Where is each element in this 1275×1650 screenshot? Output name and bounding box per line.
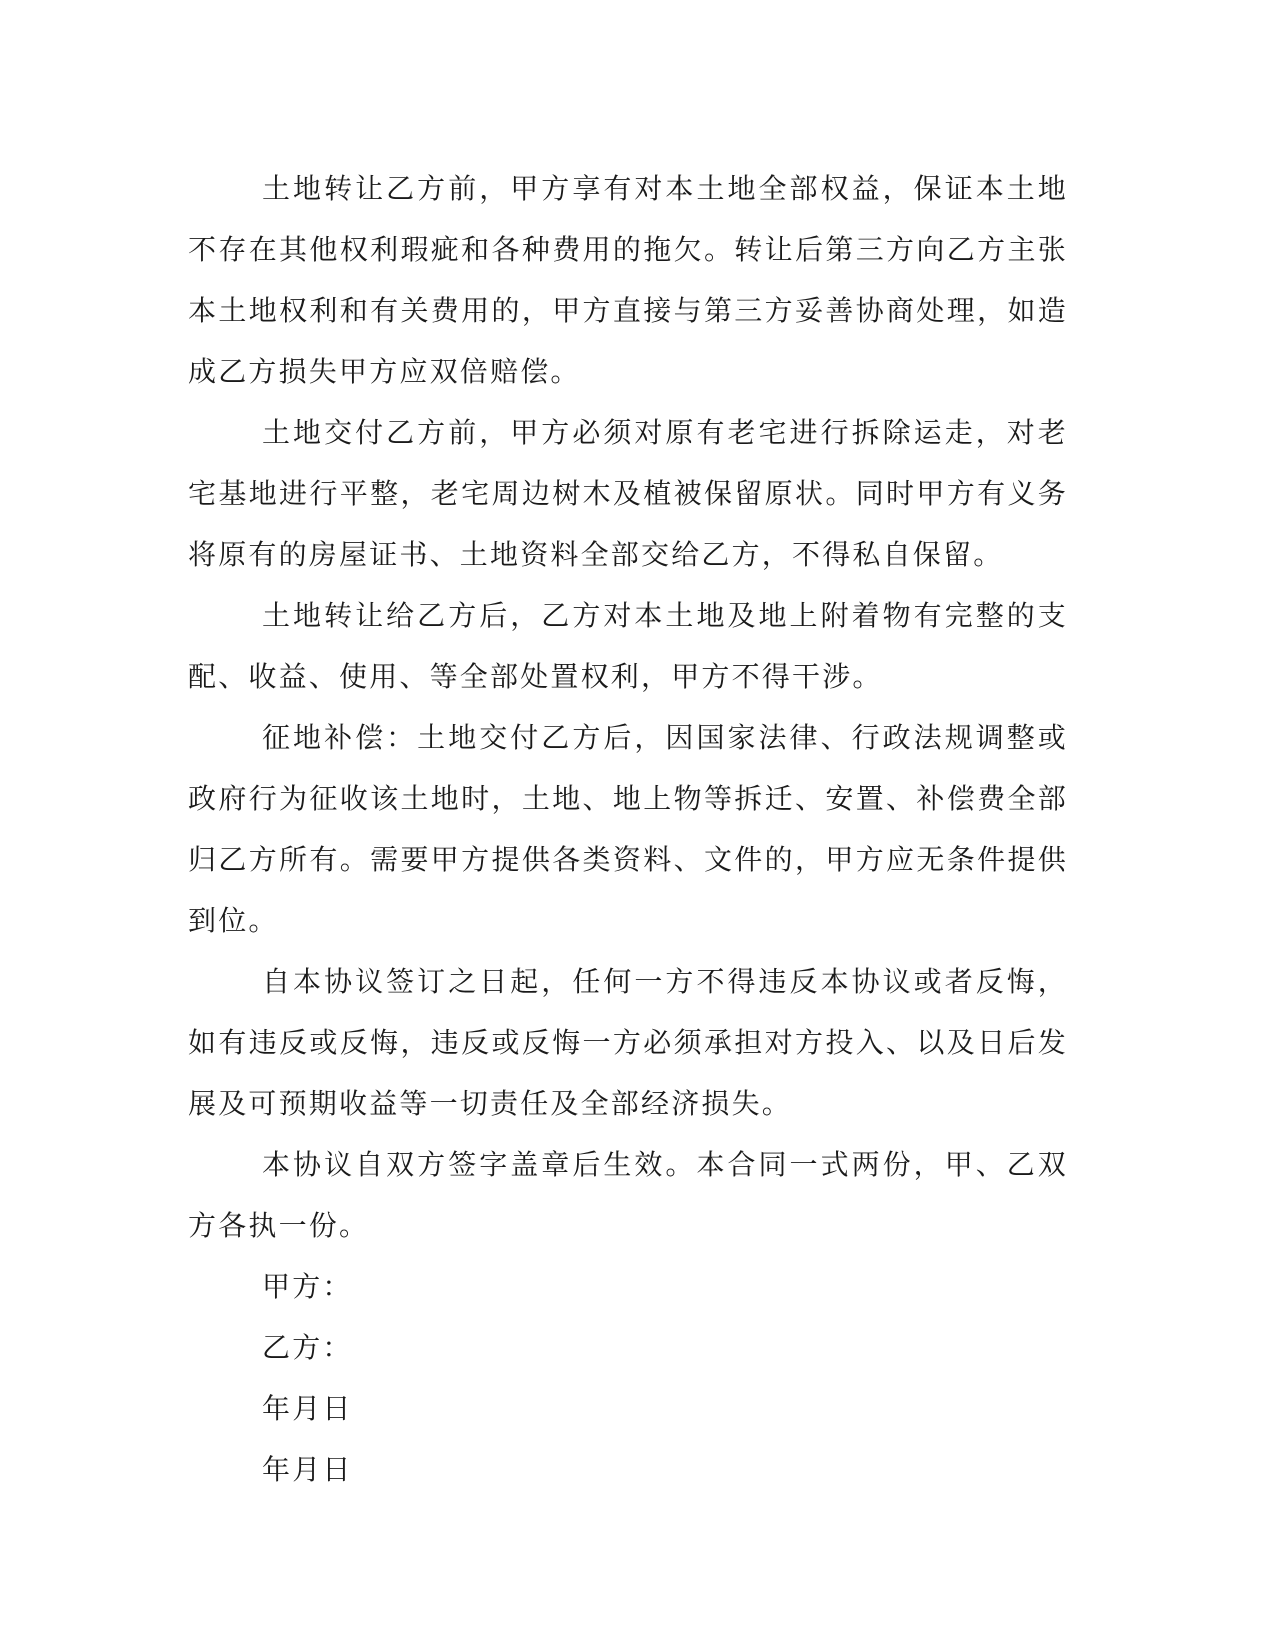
paragraph-warranty: 土地转让乙方前，甲方享有对本土地全部权益，保证本土地不存在其他权利瑕疵和各种费用的拖欠。转让后第三方向乙方主张本土地权利和有关费用的，甲方直接与第三方妥善协商处理，如造成乙方损失甲方应双倍赔偿。 <box>188 172 1068 388</box>
paragraph-delivery: 土地交付乙方前，甲方必须对原有老宅进行拆除运走，对老宅基地进行平整，老宅周边树木及植被保留原状。同时甲方有义务将原有的房屋证书、土地资料全部交给乙方，不得私自保留。 <box>188 416 1068 571</box>
paragraph-rights: 土地转让给乙方后，乙方对本土地及地上附着物有完整的支配、收益、使用、等全部处置权利，甲方不得干涉。 <box>188 599 1068 693</box>
signature-party-b: 乙方： <box>262 1331 353 1364</box>
signature-party-a: 甲方： <box>262 1270 353 1303</box>
signature-date-a: 年月日 <box>262 1392 353 1425</box>
paragraph-breach: 自本协议签订之日起，任何一方不得违反本协议或者反悔，如有违反或反悔，违反或反悔一方必须承担对方投入、以及日后发展及可预期收益等一切责任及全部经济损失。 <box>188 965 1068 1120</box>
document-body <box>188 158 1068 1500</box>
paragraph-compensation: 征地补偿：土地交付乙方后，因国家法律、行政法规调整或政府行为征收该土地时，土地、地上物等拆迁、安置、补偿费全部归乙方所有。需要甲方提供各类资料、文件的，甲方应无条件提供到位。 <box>188 721 1068 937</box>
signature-date-b: 年月日 <box>262 1453 353 1486</box>
paragraph-effect: 本协议自双方签字盖章后生效。本合同一式两份，甲、乙双方各执一份。 <box>188 1148 1068 1242</box>
